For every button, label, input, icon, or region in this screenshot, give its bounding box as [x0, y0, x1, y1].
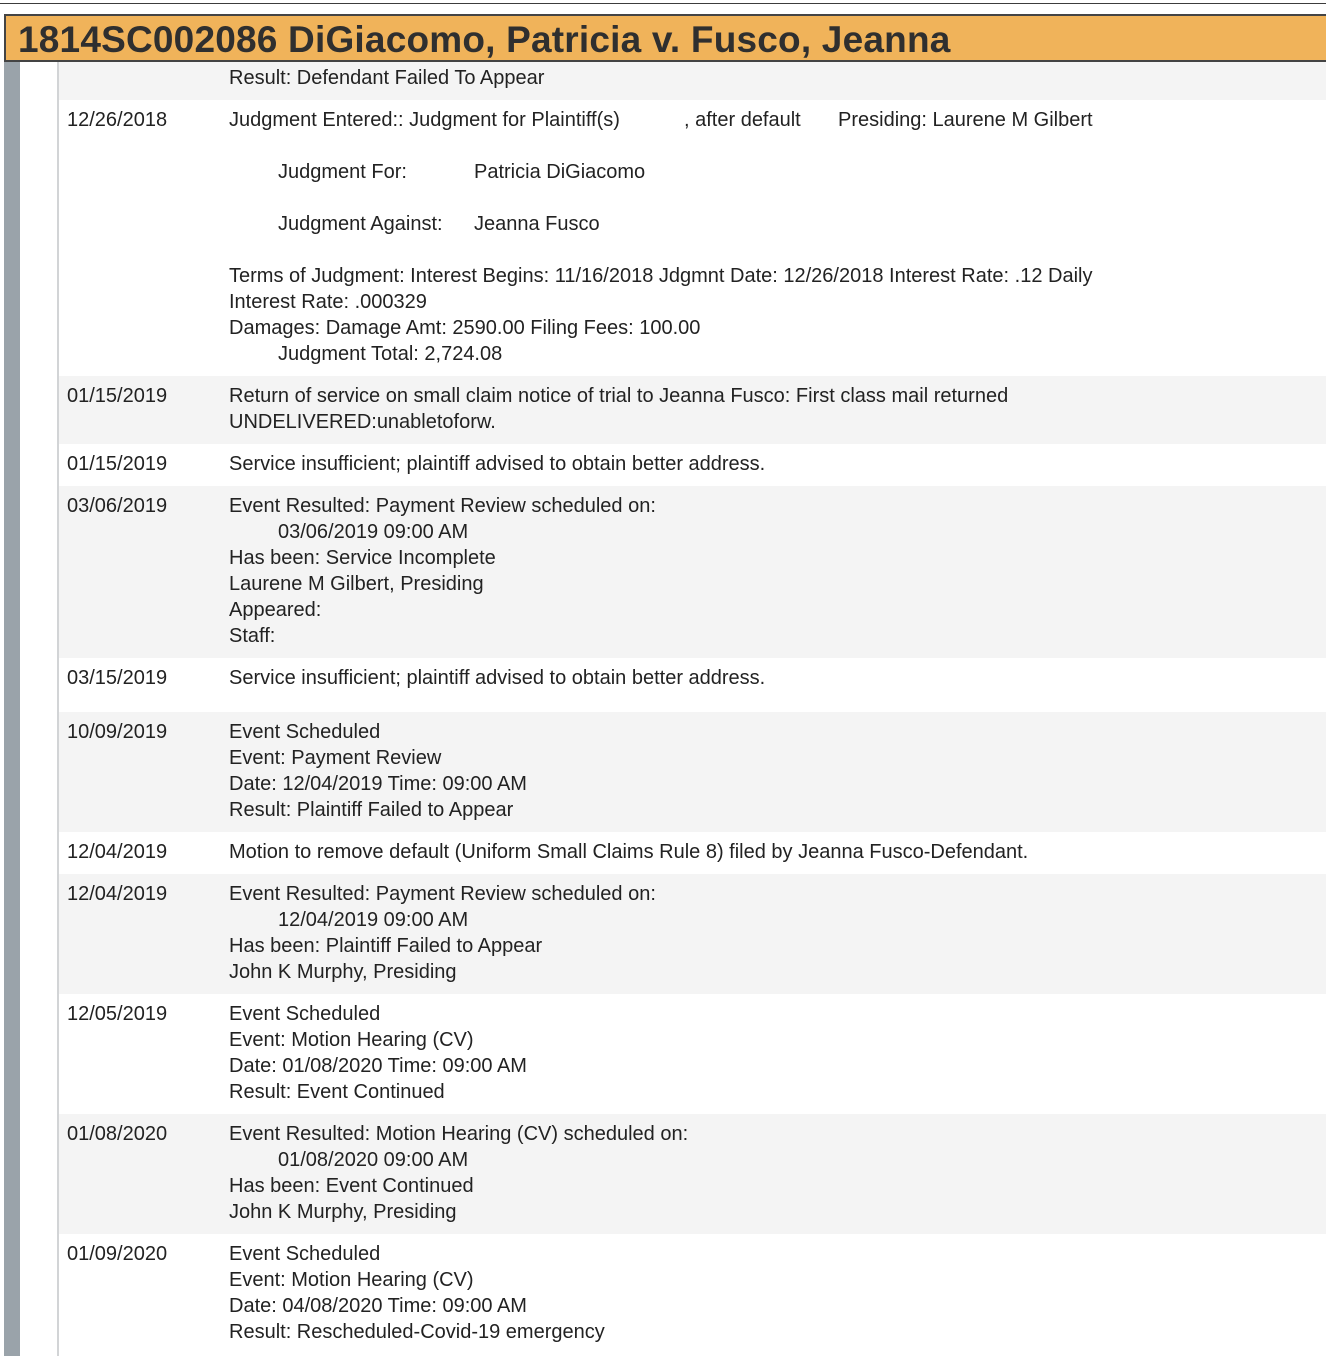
- entry-line: Has been: Plaintiff Failed to Appear: [229, 935, 543, 957]
- entry-date: 12/04/2019: [67, 883, 168, 905]
- judgment-after-default: , after default: [684, 109, 801, 131]
- docket-entry: [59, 994, 1326, 1114]
- entry-line: Event Resulted: Motion Hearing (CV) scheduled on:: [229, 1123, 689, 1145]
- docket-entry: [59, 1114, 1326, 1234]
- judgment-entered: Judgment Entered:: Judgment for Plaintiff(s): [229, 109, 620, 131]
- entry-line: John K Murphy, Presiding: [229, 1201, 457, 1223]
- entry-date: 01/08/2020: [67, 1123, 168, 1145]
- left-gutter-bar: [4, 62, 20, 1356]
- docket-entry: [59, 874, 1326, 994]
- entry-line: Event Resulted: Payment Review scheduled on:: [229, 883, 656, 905]
- entry-date: 01/15/2019: [67, 385, 168, 407]
- entry-line: 12/04/2019 09:00 AM: [278, 909, 469, 931]
- docket-entry: [59, 658, 1326, 712]
- entry-line: Date: 04/08/2020 Time: 09:00 AM: [229, 1295, 527, 1317]
- entry-line: Event: Motion Hearing (CV): [229, 1029, 474, 1051]
- entry-date: 01/09/2020: [67, 1243, 168, 1265]
- entry-line: Event: Payment Review: [229, 747, 442, 769]
- docket-entry: [59, 832, 1326, 874]
- entry-date: 12/26/2018: [67, 109, 168, 131]
- entry-date: 03/15/2019: [67, 667, 168, 689]
- judgment-interest-rate: Interest Rate: .000329: [229, 291, 427, 313]
- judgment-terms: Terms of Judgment: Interest Begins: 11/16/2018 Jdgmnt Date: 12/26/2018 Interest Rate: .12 Daily: [229, 265, 1093, 287]
- judgment-against-value: Jeanna Fusco: [474, 213, 600, 235]
- entry-line: John K Murphy, Presiding: [229, 961, 457, 983]
- docket-entry: [59, 486, 1326, 658]
- entry-line: Result: Plaintiff Failed to Appear: [229, 799, 514, 821]
- entry-date: 10/09/2019: [67, 721, 168, 743]
- judgment-for-value: Patricia DiGiacomo: [474, 161, 646, 183]
- docket-entry: [59, 1234, 1326, 1356]
- entry-line: 03/06/2019 09:00 AM: [278, 521, 469, 543]
- judgment-for-line: [229, 159, 1092, 185]
- entry-line: Motion to remove default (Uniform Small Claims Rule 8) filed by Jeanna Fusco-Defendant.: [229, 841, 1029, 863]
- top-rule: [0, 0, 1326, 4]
- entry-line: Result: Event Continued: [229, 1081, 445, 1103]
- entry-line: UNDELIVERED:unabletoforw.: [229, 411, 496, 433]
- entry-date: 12/04/2019: [67, 841, 168, 863]
- docket-entry: [59, 62, 1326, 100]
- entry-line: Service insufficient; plaintiff advised to obtain better address.: [229, 453, 766, 475]
- judgment-for-label: Judgment For:: [278, 161, 407, 183]
- docket-entry: [59, 376, 1326, 444]
- docket-entry-judgment: [59, 100, 1326, 376]
- entry-line: Laurene M Gilbert, Presiding: [229, 573, 484, 595]
- entry-line: Event Scheduled: [229, 1003, 381, 1025]
- judgment-entered-line: [229, 107, 1092, 133]
- entry-line: Staff:: [229, 625, 276, 647]
- entry-line: Event Scheduled: [229, 1243, 381, 1265]
- entry-line: 01/08/2020 09:00 AM: [278, 1149, 469, 1171]
- entry-date: 01/15/2019: [67, 453, 168, 475]
- entry-date: 12/05/2019: [67, 1003, 168, 1025]
- entry-line: Event Scheduled: [229, 721, 381, 743]
- judgment-against-label: Judgment Against:: [278, 213, 443, 235]
- entry-line: Event: Motion Hearing (CV): [229, 1269, 474, 1291]
- entry-line: Event Resulted: Payment Review scheduled on:: [229, 495, 656, 517]
- case-header: [4, 14, 1326, 62]
- case-title: 1814SC002086 DiGiacomo, Patricia v. Fusco, Jeanna: [18, 19, 951, 60]
- judgment-against-line: [229, 211, 1092, 237]
- entry-date: 03/06/2019: [67, 495, 168, 517]
- entry-line: Service insufficient; plaintiff advised to obtain better address.: [229, 667, 766, 689]
- entry-line: Date: 01/08/2020 Time: 09:00 AM: [229, 1055, 527, 1077]
- judgment-damages: Damages: Damage Amt: 2590.00 Filing Fees: 100.00: [229, 317, 701, 339]
- docket-entry: [59, 712, 1326, 832]
- entry-line: Has been: Service Incomplete: [229, 547, 496, 569]
- entry-line: Return of service on small claim notice of trial to Jeanna Fusco: First class mail returned: [229, 385, 1009, 407]
- entry-line: Result: Rescheduled-Covid-19 emergency: [229, 1321, 605, 1343]
- entry-line: Appeared:: [229, 599, 322, 621]
- docket-entry: [59, 444, 1326, 486]
- entry-line: Result: Defendant Failed To Appear: [229, 67, 545, 89]
- judgment-total: Judgment Total: 2,724.08: [278, 343, 503, 365]
- entry-line: Has been: Event Continued: [229, 1175, 474, 1197]
- entry-line: Date: 12/04/2019 Time: 09:00 AM: [229, 773, 527, 795]
- judgment-presiding: Presiding: Laurene M Gilbert: [838, 109, 1093, 131]
